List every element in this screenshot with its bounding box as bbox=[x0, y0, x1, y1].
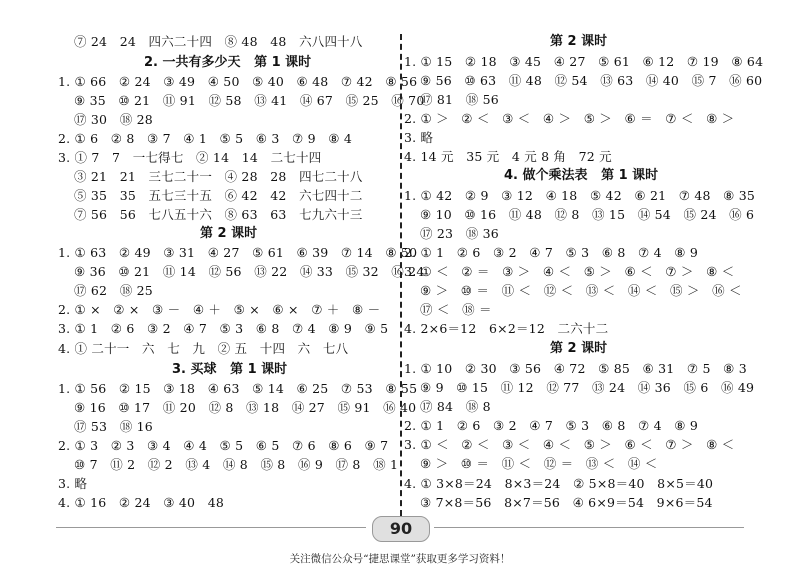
answer-line: ⑨ 16 ⑩ 17 ⑪ 20 ⑫ 8 ⑬ 18 ⑭ 27 ⑮ 91 ⑯ 40 bbox=[74, 400, 417, 415]
section-heading: 第 2 课时 bbox=[550, 341, 608, 356]
answer-line: ⑰ 30 ⑱ 28 bbox=[74, 112, 153, 127]
answer-line: 1. ① 15 ② 18 ③ 45 ④ 27 ⑤ 61 ⑥ 12 ⑦ 19 ⑧ 64 bbox=[404, 54, 764, 69]
answer-line: ⑤ 35 35 五七三十五 ⑥ 42 42 六七四十二 bbox=[74, 188, 363, 203]
answer-line: 2. ① 1 ② 6 ③ 2 ④ 7 ⑤ 3 ⑥ 8 ⑦ 4 ⑧ 9 bbox=[404, 418, 698, 433]
answer-line: ⑰ 23 ⑱ 36 bbox=[420, 226, 499, 241]
answer-line: 3. ① 1 ② 6 ③ 2 ④ 7 ⑤ 3 ⑥ 8 ⑦ 4 ⑧ 9 ⑨ 5 bbox=[58, 321, 389, 336]
answer-line: 2. ① 1 ② 6 ③ 2 ④ 7 ⑤ 3 ⑥ 8 ⑦ 4 ⑧ 9 bbox=[404, 245, 698, 260]
answer-line: 3. ① 7 7 一七得七 ② 14 14 二七十四 bbox=[58, 150, 322, 165]
answer-line: 4. ① 3×8＝24 8×3＝24 ② 5×8＝40 8×5＝40 bbox=[404, 476, 714, 491]
section-heading: 3. 买球 第 1 课时 bbox=[172, 362, 288, 377]
answer-line: ③ 21 21 三七二十一 ④ 28 28 四七二十八 bbox=[74, 169, 363, 184]
answer-line: ⑰ 81 ⑱ 56 bbox=[420, 92, 499, 107]
section-heading: 第 2 课时 bbox=[550, 34, 608, 49]
answer-line: 3. ① ＜ ② ＜ ③ ＜ ④ ＜ ⑤ ＞ ⑥ ＜ ⑦ ＞ ⑧ ＜ bbox=[404, 437, 735, 452]
answer-line: 3. ① ＜ ② ＝ ③ ＞ ④ ＜ ⑤ ＞ ⑥ ＜ ⑦ ＞ ⑧ ＜ bbox=[404, 264, 735, 279]
footer-note: 关注微信公众号“捷思课堂”获取更多学习资料！ bbox=[289, 553, 511, 565]
column-divider bbox=[400, 34, 402, 516]
answer-line: ⑰ 62 ⑱ 25 bbox=[74, 283, 153, 298]
answer-line: ⑰ 84 ⑱ 8 bbox=[420, 399, 491, 414]
answer-line: ⑩ 7 ⑪ 2 ⑫ 2 ⑬ 4 ⑭ 8 ⑮ 8 ⑯ 9 ⑰ 8 ⑱ 1 bbox=[74, 457, 399, 472]
answer-line: 2. ① 3 ② 3 ③ 4 ④ 4 ⑤ 5 ⑥ 5 ⑦ 6 ⑧ 6 ⑨ 7 bbox=[58, 438, 389, 453]
section-heading: 2. 一共有多少天 第 1 课时 bbox=[144, 55, 312, 70]
answer-line: 1. ① 66 ② 24 ③ 49 ④ 50 ⑤ 40 ⑥ 48 ⑦ 42 ⑧ 56 bbox=[58, 74, 418, 89]
page-number: 90 bbox=[372, 516, 430, 542]
answer-line: 3. 略 bbox=[404, 130, 434, 145]
answer-line: 1. ① 63 ② 49 ③ 31 ④ 27 ⑤ 61 ⑥ 39 ⑦ 14 ⑧ 50 bbox=[58, 245, 418, 260]
answer-line: 4. 14 元 35 元 4 元 8 角 72 元 bbox=[404, 149, 612, 164]
answer-line: 1. ① 42 ② 9 ③ 12 ④ 18 ⑤ 42 ⑥ 21 ⑦ 48 ⑧ 35 bbox=[404, 188, 756, 203]
answer-line: 4. ① 16 ② 24 ③ 40 48 bbox=[58, 495, 225, 510]
answer-line: ⑨ 9 ⑩ 15 ⑪ 12 ⑫ 77 ⑬ 24 ⑭ 36 ⑮ 6 ⑯ 49 bbox=[420, 380, 755, 395]
answer-line: ⑰ 53 ⑱ 16 bbox=[74, 419, 153, 434]
answer-line: 1. ① 56 ② 15 ③ 18 ④ 63 ⑤ 14 ⑥ 25 ⑦ 53 ⑧ 55 bbox=[58, 381, 418, 396]
answer-line: 2. ① ＞ ② ＜ ③ ＜ ④ ＞ ⑤ ＞ ⑥ ＝ ⑦ ＜ ⑧ ＞ bbox=[404, 111, 735, 126]
answer-line: ⑦ 56 56 七八五十六 ⑧ 63 63 七九六十三 bbox=[74, 207, 363, 222]
answer-line: 4. 2×6＝12 6×2＝12 二六十二 bbox=[404, 321, 609, 336]
footer-rule-right bbox=[434, 527, 744, 528]
section-heading: 第 2 课时 bbox=[200, 226, 258, 241]
answer-line: 2. ① × ② × ③ － ④ ＋ ⑤ × ⑥ × ⑦ ＋ ⑧ － bbox=[58, 302, 381, 317]
footer-rule-left bbox=[56, 527, 366, 528]
answer-line: ⑨ 35 ⑩ 21 ⑪ 91 ⑫ 58 ⑬ 41 ⑭ 67 ⑮ 25 ⑯ 70 bbox=[74, 93, 425, 108]
answer-line: 3. 略 bbox=[58, 476, 88, 491]
section-heading: 4. 做个乘法表 第 1 课时 bbox=[504, 168, 659, 183]
answer-line: ⑨ 10 ⑩ 16 ⑪ 48 ⑫ 8 ⑬ 15 ⑭ 54 ⑮ 24 ⑯ 6 bbox=[420, 207, 755, 222]
answer-line: ⑨ 36 ⑩ 21 ⑪ 14 ⑫ 56 ⑬ 22 ⑭ 33 ⑮ 32 ⑯ 24 bbox=[74, 264, 425, 279]
answer-line: 2. ① 6 ② 8 ③ 7 ④ 1 ⑤ 5 ⑥ 3 ⑦ 9 ⑧ 4 bbox=[58, 131, 352, 146]
answer-line: 1. ① 10 ② 30 ③ 56 ④ 72 ⑤ 85 ⑥ 31 ⑦ 5 ⑧ 3 bbox=[404, 361, 747, 376]
answer-line: ③ 7×8＝56 8×7＝56 ④ 6×9＝54 9×6＝54 bbox=[420, 495, 713, 510]
answer-line: ⑰ ＜ ⑱ ＝ bbox=[420, 302, 492, 317]
answer-line: ⑨ ＞ ⑩ ＝ ⑪ ＜ ⑫ ＜ ⑬ ＜ ⑭ ＜ ⑮ ＞ ⑯ ＜ bbox=[420, 283, 742, 298]
answer-line: ⑨ 56 ⑩ 63 ⑪ 48 ⑫ 54 ⑬ 63 ⑭ 40 ⑮ 7 ⑯ 60 bbox=[420, 73, 763, 88]
answer-line: ⑨ ＞ ⑩ ＝ ⑪ ＜ ⑫ ＝ ⑬ ＜ ⑭ ＜ bbox=[420, 456, 658, 471]
answer-line: ⑦ 24 24 四六二十四 ⑧ 48 48 六八四十八 bbox=[74, 34, 363, 49]
answer-line: 4. ① 二十一 六 七 九 ② 五 十四 六 七八 bbox=[58, 341, 349, 356]
